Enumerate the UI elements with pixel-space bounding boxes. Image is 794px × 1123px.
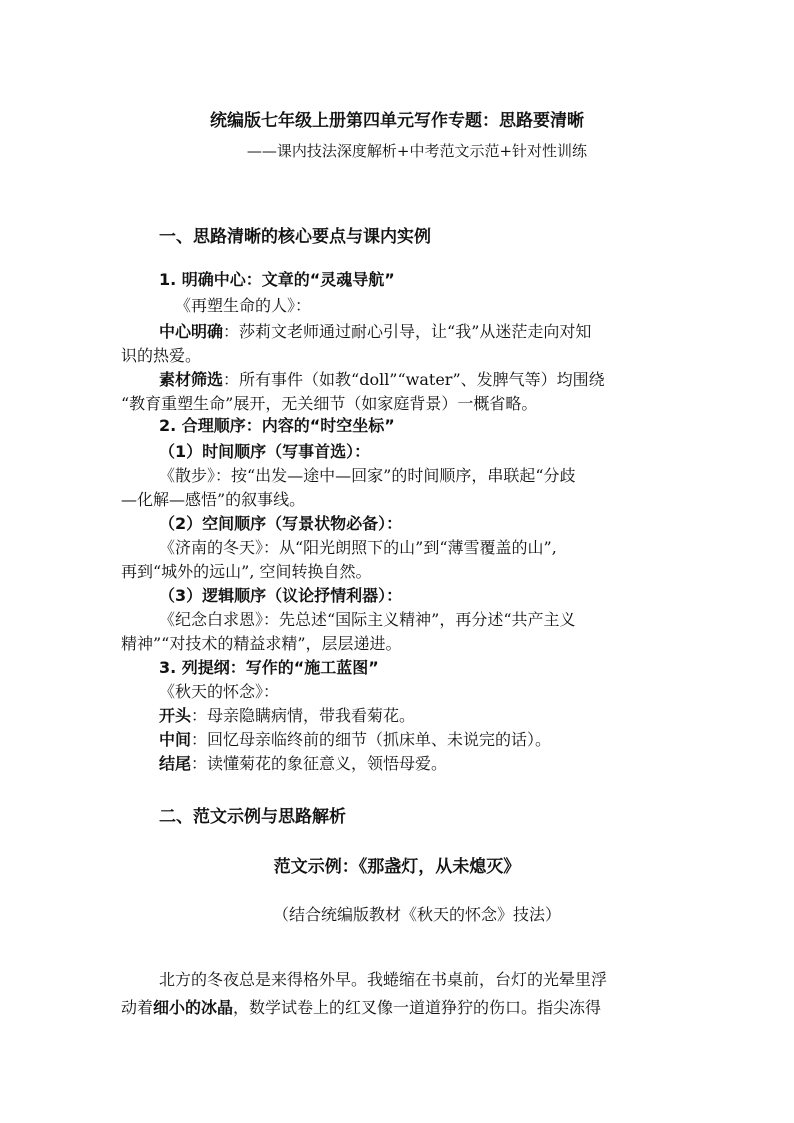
essay-paragraph-line-1: 北方的冬夜总是来得格外早。我蜷缩在书桌前，台灯的光晕里浮	[159, 970, 608, 989]
essay-paragraph-line-2: 动着细小的冰晶，数学试卷上的红叉像一道道狰狞的伤口。指尖冻得	[121, 998, 602, 1017]
subheading-1-1: 1. 明确中心：文章的“灵魂导航”	[159, 270, 395, 289]
label-middle: 中间	[159, 730, 192, 749]
essay-note: （结合统编版教材《秋天的怀念》技法）	[272, 905, 561, 924]
paragraph-bethune-cont: 精神”“对技术的精益求精”，层层递进。	[121, 634, 402, 653]
document-subtitle: ——课内技法深度解析+中考范文示范+针对性训练	[246, 142, 588, 160]
label-ending: 结尾	[159, 754, 192, 773]
label-beginning: 开头	[159, 706, 192, 725]
subheading-time-order: （1）时间顺序（写事首选）：	[159, 442, 371, 461]
paragraph-jinan-cont: 再到“城外的远山”, 空间转换自然。	[121, 562, 372, 581]
label-material: 素材筛选	[159, 370, 224, 389]
essay-title: 范文示例：《那盏灯，从未熄灭》	[273, 857, 521, 877]
subheading-1-3: 3. 列提纲：写作的“施工蓝图”	[159, 658, 379, 677]
document-title: 统编版七年级上册第四单元写作专题：思路要清晰	[210, 111, 584, 131]
outline-middle: 中间：回忆母亲临终前的细节（抓床单、未说完的话）。	[159, 730, 552, 749]
section-heading-2: 二、范文示例与思路解析	[159, 807, 346, 827]
paragraph-bethune: 《纪念白求恩》：先总述“国际主义精神”，再分述“共产主义	[159, 610, 576, 629]
outline-beginning: 开头：母亲隐瞒病情，带我看菊花。	[159, 706, 416, 725]
paragraph-material-cont: “教育重塑生命”展开，无关细节（如家庭背景）一概省略。	[121, 394, 538, 413]
paragraph-jinan: 《济南的冬天》：从“阳光朗照下的山”到“薄雪覆盖的山”,	[159, 538, 557, 557]
outline-ending: 结尾：读懂菊花的象征意义，领悟母爱。	[159, 754, 448, 773]
paragraph-sanbu: 《散步》：按“出发—途中—回家”的时间顺序，串联起“分歧	[159, 466, 576, 485]
subheading-1-2: 2. 合理顺序：内容的“时空坐标”	[159, 416, 395, 435]
subheading-space-order: （2）空间顺序（写景状物必备）：	[159, 514, 403, 533]
book-title-2: 《秋天的怀念》：	[159, 682, 280, 701]
label-center-clear: 中心明确	[159, 322, 224, 341]
section-heading-1: 一、思路清晰的核心要点与课内实例	[159, 227, 431, 247]
emphasis-ice-crystals: 细小的冰晶	[153, 998, 234, 1017]
book-title-1: 《再塑生命的人》：	[175, 296, 312, 315]
paragraph-material: 素材筛选：所有事件（如教“doll”“water”、发脾气等）均围绕	[159, 370, 605, 389]
paragraph-sanbu-cont: —化解—感悟”的叙事线。	[121, 490, 306, 509]
paragraph-center-clear: 中心明确：莎莉文老师通过耐心引导，让“我”从迷茫走向对知	[159, 322, 592, 341]
paragraph-center-clear-cont: 识的热爱。	[121, 346, 202, 365]
subheading-logic-order: （3）逻辑顺序（议论抒情利器）：	[159, 586, 403, 605]
